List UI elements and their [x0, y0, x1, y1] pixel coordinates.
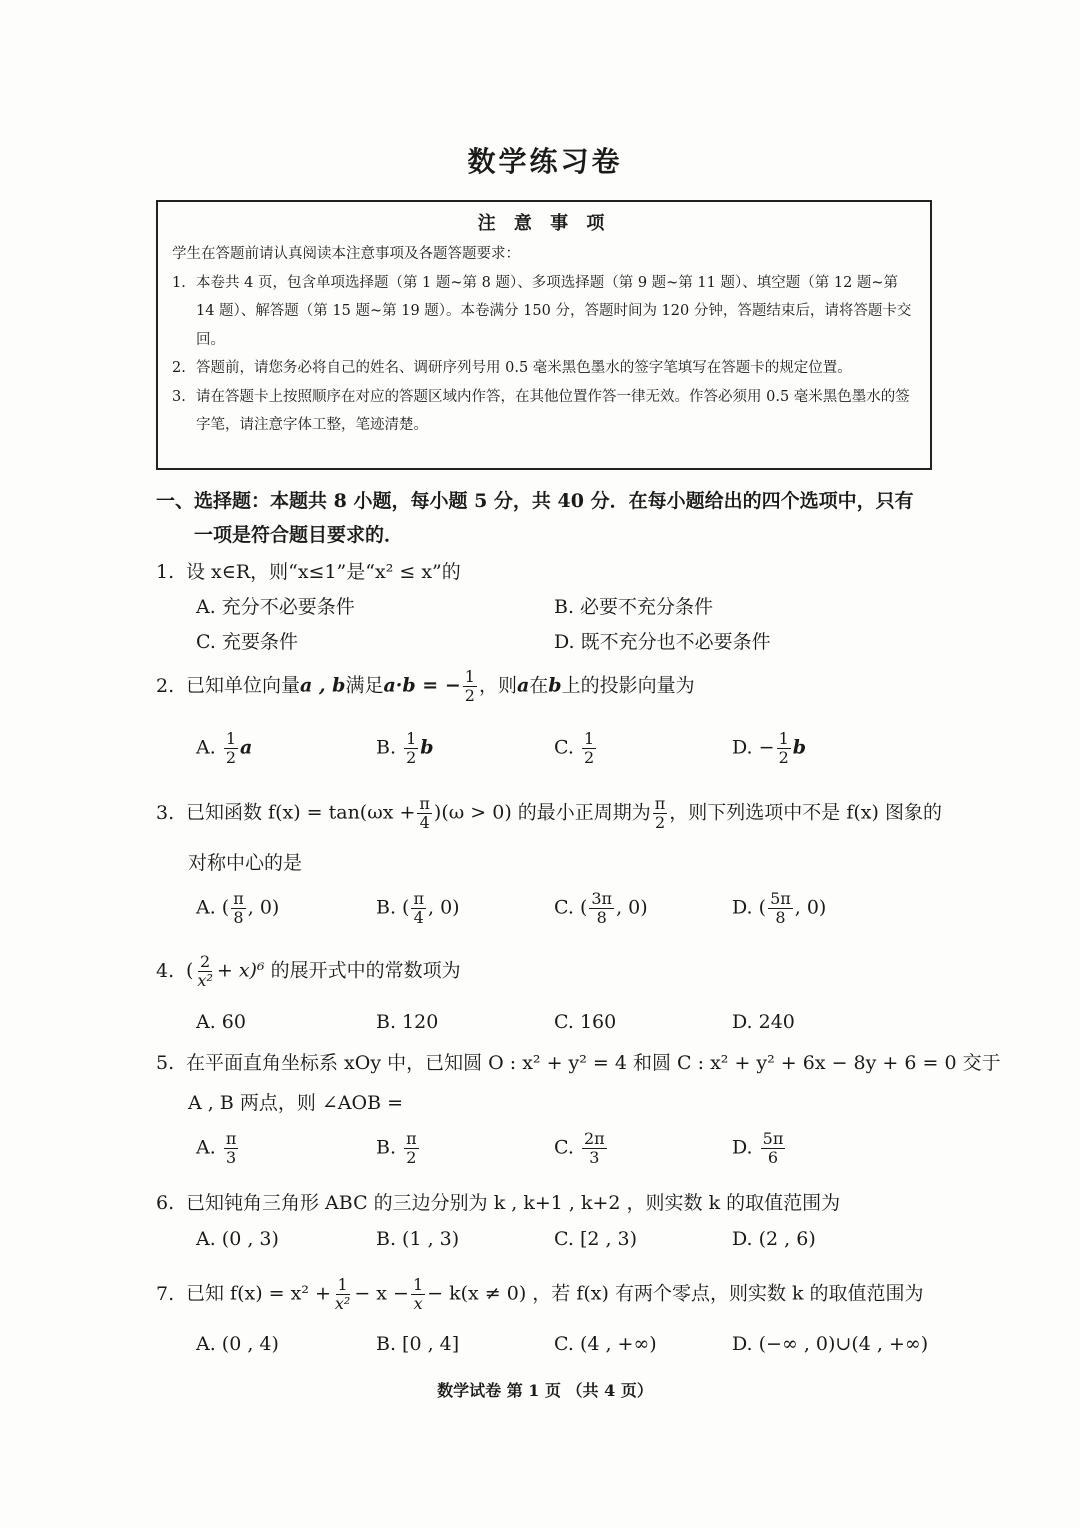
- numerator: 1: [464, 667, 475, 686]
- notice-item-text: 答题前，请您务必将自己的姓名、调研序列号用 0.5 毫米黑色墨水的签字笔填写在答题卡的规定位置。: [196, 360, 852, 376]
- denominator: 8: [596, 908, 607, 927]
- notice-heading: 注 意 事 项: [477, 213, 611, 234]
- option-d: D. ( $\frac{5\pi}{8}$ , 0): [732, 889, 827, 927]
- denominator: x²: [197, 971, 213, 990]
- fraction: [404, 1130, 419, 1167]
- option-label: B.: [376, 1136, 397, 1159]
- numerator: 1: [583, 729, 595, 748]
- notice-item-text: 请在答题卡上按照顺序在对应的答题区域内作答，在其他位置作答一律无效。作答必须用 0.5 毫米黑色墨水的签字笔，请注意字体工整，笔迹清楚。: [196, 388, 910, 433]
- numerator: 5π: [762, 1129, 784, 1148]
- denominator: 2: [654, 813, 666, 832]
- question-text: ，则下列选项中不是 f(x) 图象的: [669, 801, 942, 824]
- denominator: x²: [334, 1294, 351, 1313]
- question-6: [156, 1188, 840, 1215]
- denominator: 2: [406, 748, 417, 767]
- question-text: 已知单位向量: [186, 674, 301, 697]
- option-d: D. 240: [732, 1011, 795, 1033]
- fraction: [195, 953, 214, 990]
- notice-intro: 学生在答题前请认真阅读本注意事项及各题答题要求：: [172, 246, 520, 262]
- option-label: B.: [376, 736, 397, 759]
- numerator: π: [233, 889, 244, 908]
- denominator: 4: [413, 908, 424, 927]
- option-b: B. 必要不充分条件: [554, 596, 714, 618]
- section-heading-line1: 一、选择题：本题共 8 小题，每小题 5 分，共 40 分．在每小题给出的四个选项中，只有: [156, 490, 914, 512]
- numerator: π: [406, 1129, 417, 1148]
- fraction: [582, 730, 596, 767]
- question-text: 满足: [345, 674, 384, 697]
- option-label: A.: [196, 896, 216, 919]
- numerator: π: [225, 1129, 237, 1148]
- option-label: A.: [196, 736, 216, 759]
- question-4: 4. ( $\frac{2}{\text{x²}}$ + x)⁶ 的展开式中的常数项为: [156, 952, 461, 990]
- option-b: B. ( $\frac{\pi}{4}$ , 0): [376, 889, 460, 927]
- numerator: 1: [778, 729, 789, 748]
- question-stem: 设 x∈R，则“x≤1”是“x² ≤ x”的: [186, 561, 461, 583]
- fraction: [589, 890, 614, 927]
- numerator: 1: [337, 1275, 348, 1294]
- fraction: [768, 890, 793, 927]
- question-text: − x −: [354, 1282, 409, 1305]
- option-label: D.: [732, 736, 753, 759]
- option-label: A.: [196, 1136, 216, 1159]
- denominator: 6: [767, 1148, 779, 1167]
- option-d: [732, 1130, 787, 1167]
- denominator: 2: [778, 748, 789, 767]
- option-b: B. (1 , 3): [376, 1228, 460, 1250]
- option-label: C.: [554, 736, 574, 759]
- numerator: 5π: [770, 889, 791, 908]
- notice-item-number: 1.: [172, 274, 186, 291]
- option-vector: b: [792, 736, 807, 759]
- fraction: [777, 730, 791, 767]
- question-number: 3.: [156, 801, 175, 824]
- option-b: [376, 1130, 421, 1167]
- option-vector: b: [420, 736, 434, 759]
- notice-item: [172, 269, 916, 355]
- section-heading-line2: 一项是符合题目要求的．: [194, 524, 404, 546]
- notice-item-number: 3.: [172, 388, 186, 405]
- option-a: [196, 1130, 240, 1167]
- notice-item-number: 2.: [172, 360, 186, 376]
- option-a: A. 充分不必要条件: [196, 596, 355, 618]
- option-label: C.: [554, 896, 574, 919]
- option-vector: a: [240, 736, 253, 759]
- fraction: [224, 730, 238, 767]
- question-7: [156, 1276, 924, 1313]
- fraction: [463, 668, 477, 705]
- denominator: 8: [775, 908, 786, 927]
- question-2: [156, 668, 695, 705]
- question-text: 在: [529, 674, 549, 697]
- option-a: [196, 730, 252, 767]
- notice-item-text: 本卷共 4 页，包含单项选择题（第 1 题~第 8 题）、多项选择题（第 9 题~第 11 题）、填空题（第 12 题~第 14 题）、解答题（第 15 题~第 19 题）。本卷满分 150 分，答题时间为 120 分钟，答题结束后，请将答题卡交回。: [196, 274, 912, 348]
- denominator: 3: [589, 1148, 600, 1167]
- numerator: 1: [412, 1275, 424, 1294]
- option-d: D. (2 , 6): [732, 1228, 816, 1250]
- option-d: [732, 730, 806, 767]
- vector-a: a: [516, 674, 530, 697]
- denominator: 3: [225, 1148, 237, 1167]
- option-c: C. [2 , 3): [554, 1228, 638, 1250]
- option-a: A. ( $\frac{\pi}{8}$ , 0): [196, 889, 280, 927]
- math-expression: + x)⁶: [216, 959, 265, 982]
- question-text: 上的投影向量为: [561, 674, 695, 697]
- fraction: [582, 1130, 607, 1167]
- question-5-line2: A , B 两点，则 ∠AOB =: [188, 1092, 404, 1114]
- denominator: 4: [419, 813, 430, 832]
- fraction: [404, 730, 418, 767]
- option-c: C. ( $\frac{3\pi}{8}$ , 0): [554, 889, 648, 927]
- fraction: [411, 890, 426, 927]
- option-b: B. 120: [376, 1011, 439, 1033]
- fraction: [333, 1276, 352, 1313]
- numerator: π: [413, 889, 424, 908]
- numerator: 1: [406, 729, 417, 748]
- numerator: 2: [200, 952, 211, 971]
- numerator: π: [654, 794, 666, 813]
- vector-b: b: [548, 674, 562, 697]
- fraction: [224, 1130, 239, 1167]
- option-b: [376, 730, 434, 767]
- fraction: [653, 795, 668, 832]
- question-text: 的展开式中的常数项为: [270, 959, 461, 982]
- page-title: 数学练习卷: [467, 145, 623, 178]
- question-number: 7.: [156, 1282, 175, 1305]
- option-c: [554, 1130, 609, 1167]
- page-footer: 数学试卷 第 1 页 （共 4 页）: [437, 1381, 653, 1400]
- numerator: 1: [225, 729, 236, 748]
- denominator: x: [413, 1294, 423, 1313]
- question-text: 在平面直角坐标系 xOy 中，已知圆 O : x² + y² = 4 和圆 C : x² + y² + 6x − 8y + 6 = 0 交于: [186, 1052, 1001, 1074]
- fraction: [761, 1130, 786, 1167]
- fraction: [411, 1276, 425, 1313]
- question-text: 已知 f(x) = x² +: [186, 1282, 331, 1305]
- numerator: π: [419, 794, 430, 813]
- question-text: )(ω > 0) 的最小正周期为: [433, 801, 651, 824]
- notice-item: [172, 383, 916, 440]
- question-number: 1.: [156, 561, 175, 583]
- question-3-line2: 对称中心的是: [188, 852, 303, 874]
- vector-symbols: a , b: [300, 674, 346, 697]
- question-text: ，则: [478, 674, 517, 697]
- numerator: 2π: [583, 1129, 605, 1148]
- option-b: B. [0 , 4]: [376, 1333, 460, 1355]
- denominator: 2: [406, 1148, 417, 1167]
- section-heading: [156, 484, 946, 552]
- option-label: B.: [376, 896, 397, 919]
- option-a: A. (0 , 4): [196, 1333, 279, 1355]
- option-a: A. 60: [196, 1011, 246, 1033]
- question-text: − k(x ≠ 0) ，若 f(x) 有两个零点，则实数 k 的取值范围为: [427, 1282, 924, 1305]
- question-3: [156, 795, 942, 832]
- option-c: C. 充要条件: [196, 631, 298, 653]
- notice-item: [172, 354, 916, 383]
- option-d: D. (−∞ , 0)∪(4 , +∞): [732, 1333, 929, 1355]
- question-5: [156, 1048, 1001, 1075]
- option-label: D.: [732, 896, 753, 919]
- numerator: 3π: [591, 889, 613, 908]
- question-number: 4.: [156, 959, 175, 982]
- fraction: [231, 890, 246, 927]
- question-stem: 已知钝角三角形 ABC 的三边分别为 k , k+1 , k+2 ，则实数 k 的取值范围为: [186, 1192, 841, 1214]
- question-number: 5.: [156, 1052, 175, 1074]
- fraction: [417, 795, 432, 832]
- question-number: 6.: [156, 1192, 175, 1214]
- option-d: D. 既不充分也不必要条件: [554, 631, 771, 653]
- option-label: C.: [554, 1136, 574, 1159]
- question-1: [156, 557, 461, 584]
- dot-product-expression: a·b = −: [383, 674, 461, 697]
- option-c: C. 160: [554, 1011, 617, 1033]
- question-text: 已知函数 f(x) = tan(ωx +: [186, 801, 416, 824]
- denominator: 2: [464, 686, 475, 705]
- question-number: 2.: [156, 674, 175, 697]
- denominator: 2: [583, 748, 595, 767]
- option-label: D.: [732, 1136, 753, 1159]
- option-c: [554, 730, 598, 767]
- denominator: 2: [225, 748, 236, 767]
- denominator: 8: [233, 908, 244, 927]
- option-sign: −: [758, 736, 775, 759]
- notice-box: [156, 200, 932, 470]
- option-c: C. (4 , +∞): [554, 1333, 657, 1355]
- option-a: A. (0 , 3): [196, 1228, 279, 1250]
